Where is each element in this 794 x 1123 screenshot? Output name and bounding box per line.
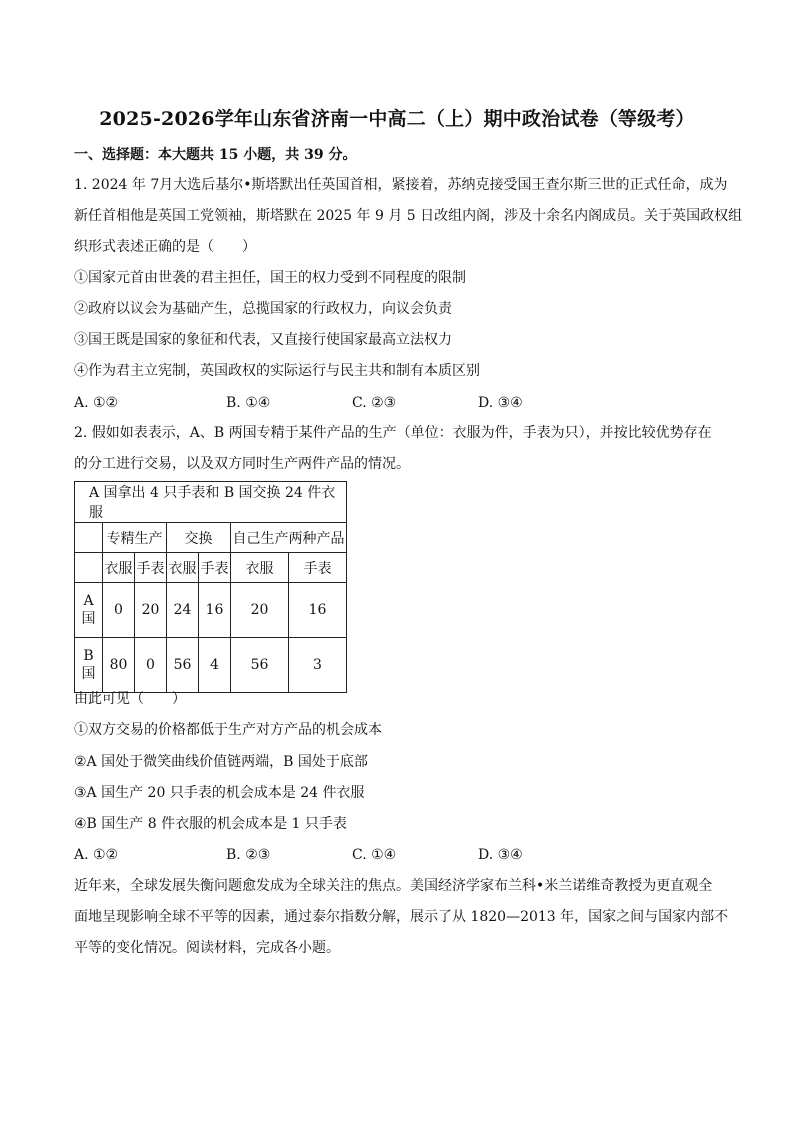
table-cell: 0 — [135, 638, 167, 693]
q1-statement: ③国王既是国家的象征和代表，又直接行使国家最高立法权力 — [74, 332, 452, 348]
q2-statement: ③A 国生产 20 只手表的机会成本是 24 件衣服 — [74, 785, 365, 801]
table-sub-header: 衣服 — [103, 553, 135, 583]
material-line: 面地呈现影响全球不平等的因素，通过泰尔指数分解，展示了从 1820—2013 年，国家之间与国家内部不 — [74, 909, 729, 925]
q1-statement: ②政府以议会为基础产生，总揽国家的行政权力，向议会负责 — [74, 301, 452, 317]
q2-stem-line: 2. 假如如表表示，A、B 两国专精于某件产品的生产（单位：衣服为件，手表为只），并按比较优势存在 — [74, 425, 712, 441]
q2-option-b[interactable]: B. ②③ — [226, 847, 271, 863]
q1-option-b[interactable]: B. ①④ — [226, 395, 271, 411]
trade-table — [74, 481, 347, 693]
row-label-b — [75, 638, 103, 693]
row-label-a — [75, 583, 103, 638]
q1-option-d[interactable]: D. ③④ — [478, 395, 523, 411]
row-label-top: B — [83, 648, 94, 664]
table-group-header: 专精生产 — [103, 523, 167, 553]
q1-stem-line: 新任首相他是英国工党领袖，斯塔默在 2025 年 9 月 5 日改组内阁，涉及十余名内阁成员。关于英国政权组 — [74, 208, 743, 224]
table-caption: A 国拿出 4 只手表和 B 国交换 24 件衣服 — [75, 482, 347, 523]
q2-option-a[interactable]: A. ①② — [74, 847, 119, 863]
material-line: 近年来，全球发展失衡问题愈发成为全球关注的焦点。美国经济学家布兰科•米兰诺维奇教授为更直观全 — [74, 878, 713, 894]
q2-option-c[interactable]: C. ①④ — [352, 847, 397, 863]
table-group-header: 交换 — [167, 523, 231, 553]
table-sub-header: 手表 — [199, 553, 231, 583]
q2-statement: ②A 国处于微笑曲线价值链两端，B 国处于底部 — [74, 754, 368, 770]
table-corner-cell — [75, 523, 103, 553]
q1-option-a[interactable]: A. ①② — [74, 395, 119, 411]
q2-statement: ④B 国生产 8 件衣服的机会成本是 1 只手表 — [74, 816, 347, 832]
table-cell: 56 — [167, 638, 199, 693]
q1-statement: ④作为君主立宪制，英国政权的实际运行与民主共和制有本质区别 — [74, 363, 480, 379]
table-cell: 80 — [103, 638, 135, 693]
q1-stem-line: 1. 2024 年 7月大选后基尔•斯塔默出任英国首相，紧接着，苏纳克接受国王查尔斯三世的正式任命，成为 — [74, 177, 728, 193]
row-label-bottom: 国 — [81, 611, 96, 627]
q1-statement: ①国家元首由世袭的君主担任，国王的权力受到不同程度的限制 — [74, 270, 466, 286]
table-sub-header: 手表 — [289, 553, 347, 583]
row-label-top: A — [83, 593, 94, 609]
table-cell: 16 — [199, 583, 231, 638]
table-group-header: 自己生产两种产品 — [231, 523, 347, 553]
table-cell: 56 — [231, 638, 289, 693]
row-label-bottom: 国 — [81, 666, 96, 682]
table-cell: 3 — [289, 638, 347, 693]
q1-stem-line: 织形式表述正确的是（ ） — [74, 239, 256, 255]
q2-stem-line: 的分工进行交易，以及双方同时生产两件产品的情况。 — [74, 456, 410, 472]
table-cell: 4 — [199, 638, 231, 693]
table-cell: 16 — [289, 583, 347, 638]
table-cell: 24 — [167, 583, 199, 638]
material-line: 平等的变化情况。阅读材料，完成各小题。 — [74, 940, 340, 956]
q2-statement: ①双方交易的价格都低于生产对方产品的机会成本 — [74, 722, 382, 738]
table-sub-header: 衣服 — [167, 553, 199, 583]
table-sub-header: 衣服 — [231, 553, 289, 583]
section-header: 一、选择题：本大题共 15 小题，共 39 分。 — [74, 147, 357, 163]
table-cell: 20 — [231, 583, 289, 638]
table-cell: 20 — [135, 583, 167, 638]
table-sub-header: 手表 — [135, 553, 167, 583]
table-corner-cell — [75, 553, 103, 583]
q2-option-d[interactable]: D. ③④ — [478, 847, 523, 863]
page-title: 2025-2026学年山东省济南一中高二（上）期中政治试卷（等级考） — [99, 108, 695, 130]
table-cell: 0 — [103, 583, 135, 638]
q1-option-c[interactable]: C. ②③ — [352, 395, 397, 411]
q2-conclusion: 由此可见（ ） — [74, 691, 186, 707]
